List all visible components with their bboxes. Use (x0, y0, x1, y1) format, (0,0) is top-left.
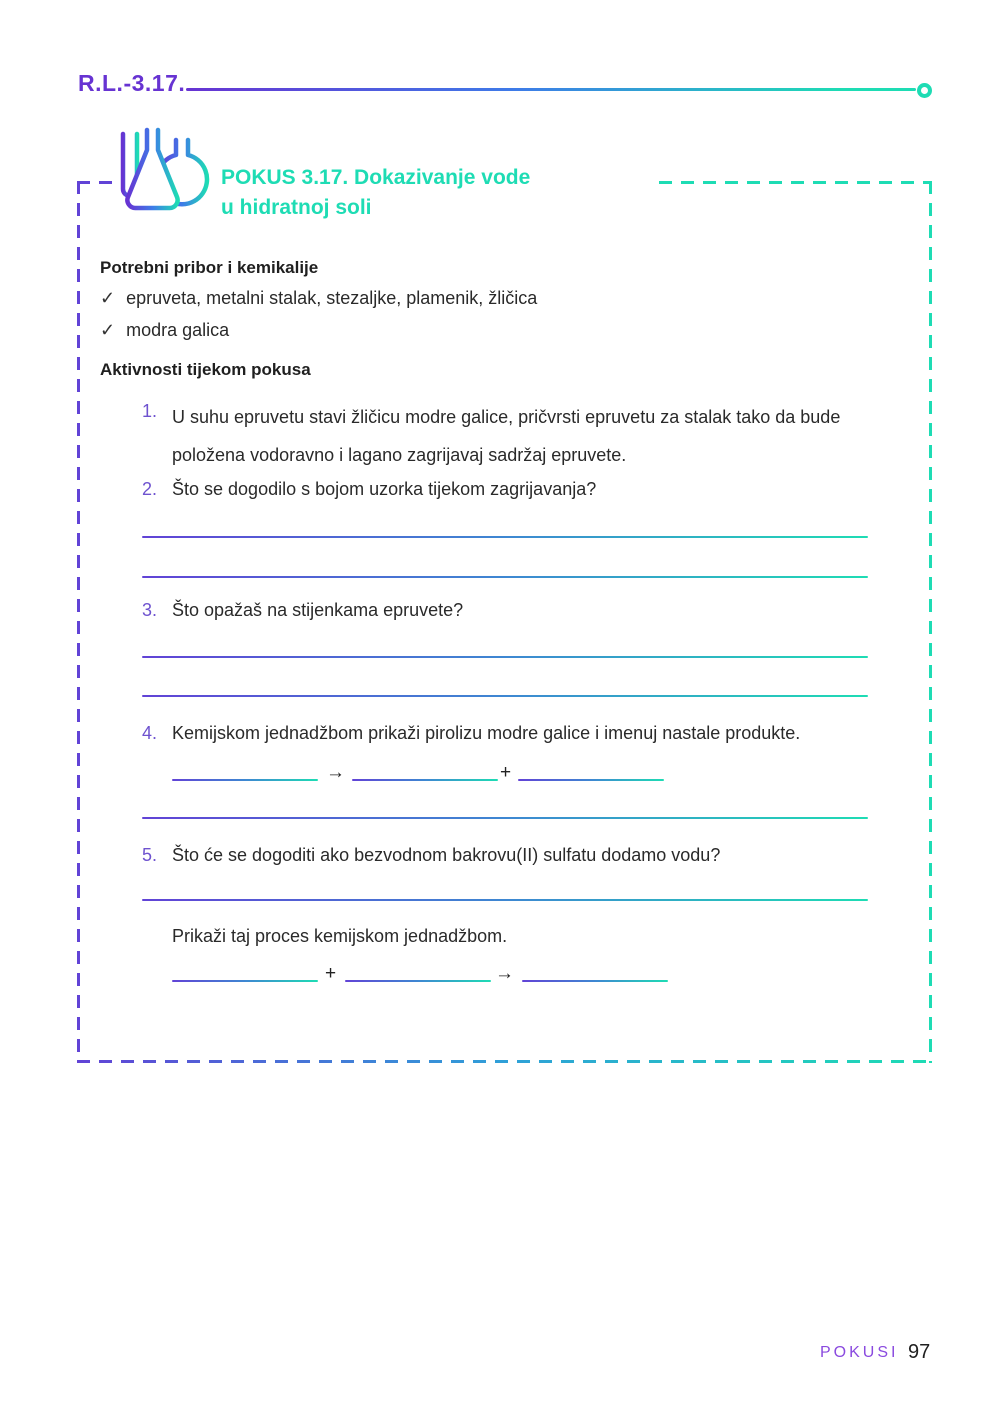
answer-line (142, 656, 868, 658)
plus-symbol: + (325, 963, 337, 984)
dashed-frame-top-right (659, 181, 932, 184)
equation-blank (352, 779, 498, 781)
equipment-item-label: epruveta, metalni stalak, stezaljke, plamenik, žličica (126, 288, 538, 308)
step-text: Što će se dogoditi ako bezvodnom bakrovu(II) sulfatu dodamo vodu? (172, 845, 721, 865)
followup-instruction: Prikaži taj proces kemijskom jednadžbom. (172, 926, 508, 946)
experiment-title-line1: POKUS 3.17. Dokazivanje vode (221, 166, 531, 189)
dashed-frame-left (77, 181, 80, 1063)
equipment-item-label: modra galica (126, 320, 230, 340)
step-number: 3. (142, 600, 158, 620)
equation-blank (172, 980, 318, 982)
step-number: 5. (142, 845, 158, 865)
equation-blank (522, 980, 668, 982)
step-text: Kemijskom jednadžbom prikaži pirolizu modre galice i imenuj nastale produkte. (172, 723, 801, 743)
step-number: 2. (142, 479, 158, 499)
flasks-icon (110, 121, 210, 219)
equipment-list-item (100, 320, 229, 341)
answer-line (142, 695, 868, 697)
arrow-symbol: → (326, 762, 345, 783)
answer-line (142, 576, 868, 578)
step-text: U suhu epruvetu stavi žličicu modre galice, pričvrsti epruvetu za stalak tako da bude položena vodoravno i lagano zagrijavaj sadržaj epruvete. (172, 407, 841, 465)
worksheet-code-label: R.L.-3.17. (78, 70, 186, 96)
header-rule (186, 88, 916, 91)
step-text: Što opažaš na stijenkama epruvete? (172, 600, 464, 620)
plus-symbol: + (500, 762, 512, 783)
answer-line (142, 817, 868, 819)
line-end-dot-icon (917, 83, 932, 98)
dashed-frame-right (929, 181, 932, 1063)
step-number: 1. (142, 401, 158, 421)
check-icon: ✓ (100, 288, 116, 308)
activities-heading: Aktivnosti tijekom pokusa (100, 360, 311, 379)
equation-blank (345, 980, 491, 982)
step-text: Što se dogodilo s bojom uzorka tijekom zagrijavanja? (172, 479, 597, 499)
dashed-frame-bottom (77, 1060, 932, 1063)
equation-blank (518, 779, 664, 781)
experiment-title-line2: u hidratnoj soli (221, 196, 372, 219)
check-icon: ✓ (100, 320, 116, 340)
answer-line (142, 536, 868, 538)
step-number: 4. (142, 723, 158, 743)
footer-section-label: POKUSI (820, 1344, 899, 1361)
answer-line (142, 899, 868, 901)
equipment-heading: Potrebni pribor i kemikalije (100, 258, 319, 277)
arrow-symbol: → (495, 963, 514, 984)
equation-blank (172, 779, 318, 781)
equipment-list-item (100, 288, 537, 309)
page-number: 97 (908, 1341, 931, 1363)
dashed-frame-top-left (77, 181, 113, 184)
